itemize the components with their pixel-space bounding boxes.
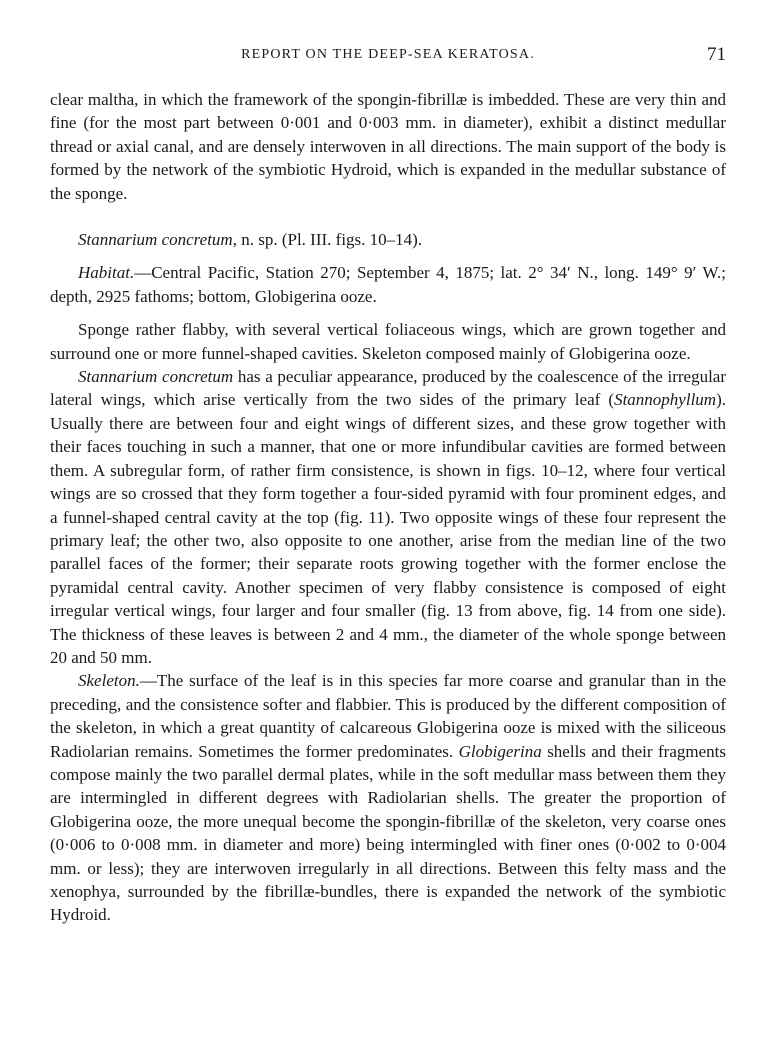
species-name: Stannarium concretum — [78, 230, 233, 250]
habitat-text: —Central Pacific, Station 270; September 4, 1875; lat. 2° 34′ N., long. 149° 9′ W.; depth, 2925 fathoms; bottom, Globigerina ooze. — [50, 263, 726, 306]
paragraph-continuation: clear maltha, in which the framework of the spongin-fibrillæ is imbedded. These are very thin and fine (for the most part between 0·001 and 0·003 mm. in diameter), exhibit a distinct medullar thread or axial canal, and are densely interwoven in all directions. The main support of the body is formed by the network of the symbiotic Hydroid, which is expanded in the medullar substance of the sponge. — [50, 90, 726, 203]
form-text-a: has a peculiar appearance, produced by the coalescence of the irregular lateral wings, which arise vertically from the two sides of the primary leaf ( — [50, 367, 726, 410]
form-paragraph — [50, 365, 726, 669]
species-heading — [50, 228, 726, 251]
page-header — [50, 44, 726, 68]
species-reference: , n. sp. (Pl. III. figs. 10–14). — [232, 230, 423, 250]
running-head: REPORT ON THE DEEP-SEA KERATOSA. — [241, 47, 535, 62]
habitat-label: Habitat. — [78, 263, 135, 283]
form-species-name: Stannarium concretum — [78, 367, 234, 387]
description-paragraph: Sponge rather flabby, with several vertical foliaceous wings, which are grown together and surround one or more funnel-shaped cavities. Skeleton composed mainly of Globigerina ooze. — [50, 320, 726, 363]
skeleton-paragraph — [50, 669, 726, 926]
skeleton-text-a: —The surface of the leaf is in this species far more coarse and granular than in the preceding, and the consistence softer and flabbier. This is produced by the different composition of the skeleton, in which a great quantity of calcareous Globigerina ooze is mixed with the siliceous Radiolarian remains. Sometimes the former predominates. — [50, 671, 726, 761]
page-number: 71 — [707, 44, 726, 65]
skeleton-text-b: shells and their fragments compose mainly the two parallel dermal plates, while in the soft medullar mass between them they are intermingled in different degrees with Radiolarian shells. The greater the proportion of Globigerina ooze, the more unequal become the spongin-fibrillæ of the skeleton, very coarse ones (0·006 to 0·008 mm. in diameter and more) being intermingled with finer ones (0·002 to 0·004 mm. or less); they are interwoven irregularly in all directions. Between this felty mass and the xenophya, surrounded by the fibrillæ-bundles, there is expanded the network of the symbiotic Hydroid. — [50, 741, 726, 925]
skeleton-label: Skeleton. — [78, 671, 140, 691]
habitat-paragraph — [50, 261, 726, 308]
body-text — [50, 88, 726, 927]
skeleton-genus-name: Globigerina — [458, 741, 542, 761]
form-text-b: ). Usually there are between four and eight wings of different sizes, and these grow together with their faces touching in such a manner, that one or more infundibular cavities are formed between them. A subregular form, of rather firm consistence, is shown in figs. 10–12, where four vertical wings are so crossed that they form together a four-sided pyramid with four prominent edges, and a funnel-shaped central cavity at the top (fig. 11). Two opposite wings of these four represent the primary leaf; the other two, also opposite to one another, arise from the median line of the two parallel faces of the former; their separate roots growing together with the former enclose the pyramidal central cavity. Another specimen of very flabby consistence is composed of eight irregular vertical wings, four larger and four smaller (fig. 13 from above, fig. 14 from one side). The thickness of these leaves is between 2 and 4 mm., the diameter of the whole sponge between 20 and 50 mm. — [50, 390, 726, 667]
form-genus-name: Stannophyllum — [614, 390, 717, 410]
